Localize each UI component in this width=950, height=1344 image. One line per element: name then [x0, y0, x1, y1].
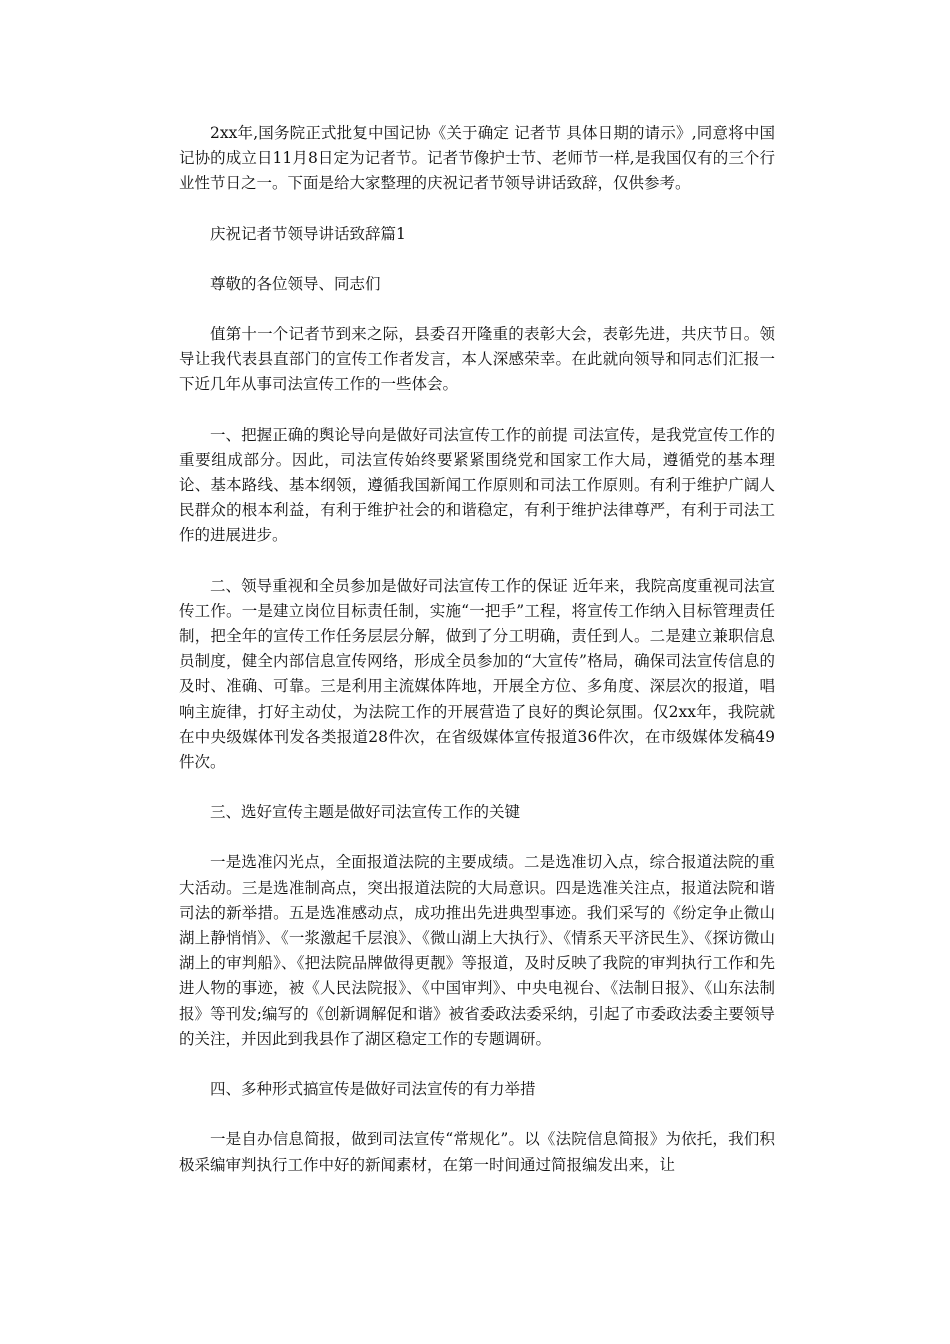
intro-paragraph: 2xx年,国务院正式批复中国记协《关于确定 记者节 具体日期的请示》,同意将中国记协的成立日11月8日定为记者节。记者节像护士节、老师节一样,是我国仅有的三个行业性节日之一。下面是给大家整理的庆祝记者节领导讲话致辞，仅供参考。 [179, 124, 775, 193]
point-two-paragraph: 二、领导重视和全员参加是做好司法宣传工作的保证 近年来，我院高度重视司法宣传工作。一是建立岗位目标责任制，实施“一把手”工程，将宣传工作纳入目标管理责任制，把全年的宣传工作任务层层分解，做到了分工明确，责任到人。二是建立兼职信息员制度，健全内部信息宣传网络，形成全员参加的“大宣传”格局，确保司法宣传信息的及时、准确、可靠。三是利用主流媒体阵地，开展全方位、多角度、深层次的报道，唱响主旋律，打好主动仗，为法院工作的开展营造了良好的舆论氛围。仅2xx年，我院就在中央级媒体刊发各类报道28件次，在省级媒体宣传报道36件次，在市级媒体发稿49件次。 [179, 576, 775, 772]
point-one-paragraph: 一、把握正确的舆论导向是做好司法宣传工作的前提 司法宣传，是我党宣传工作的重要组成部分。因此，司法宣传始终要紧紧围绕党和国家工作大局，遵循党的基本理论、基本路线、基本纲领，遵循我国新闻工作原则和司法工作原则。有利于维护广阔人民群众的根本利益，有利于维护社会的和谐稳定，有利于维护法律尊严，有利于司法工作的进展进步。 [179, 425, 775, 545]
salutation: 尊敬的各位领导、同志们 [210, 274, 381, 293]
point-four-paragraph: 一是自办信息简报，做到司法宣传“常规化”。以《法院信息简报》为依托，我们积极采编审判执行工作中好的新闻素材，在第一时间通过简报编发出来，让 [179, 1130, 775, 1174]
section-title: 庆祝记者节领导讲话致辞篇1 [210, 224, 406, 243]
opening-paragraph: 值第十一个记者节到来之际，县委召开隆重的表彰大会，表彰先进，共庆节日。领导让我代表县直部门的宣传工作者发言，本人深感荣幸。在此就向领导和同志们汇报一下近几年从事司法宣传工作的一些体会。 [179, 325, 775, 394]
document-body [179, 121, 775, 1203]
point-four-heading: 四、多种形式搞宣传是做好司法宣传的有力举措 [210, 1080, 536, 1099]
point-three-paragraph: 一是选准闪光点，全面报道法院的主要成绩。二是选准切入点，综合报道法院的重大活动。三是选准制高点，突出报道法院的大局意识。四是选准关注点，报道法院和谐司法的新举措。五是选准感动点，成功推出先进典型事迹。我们采写的《纷定争止微山湖上静悄悄》、《一浆激起千层浪》、《微山湖上大执行》、《情系天平济民生》、《探访微山湖上的审判船》、《把法院品牌做得更靓》等报道，及时反映了我院的审判执行工作和先进人物的事迹，被《人民法院报》、《中国审判》、中央电视台、《法制日报》、《山东法制报》等刊发;编写的《创新调解促和谐》被省委政法委采纳，引起了市委政法委主要领导的关注，并因此到我县作了湖区稳定工作的专题调研。 [179, 853, 775, 1048]
point-three-heading: 三、选好宣传主题是做好司法宣传工作的关键 [210, 803, 521, 822]
